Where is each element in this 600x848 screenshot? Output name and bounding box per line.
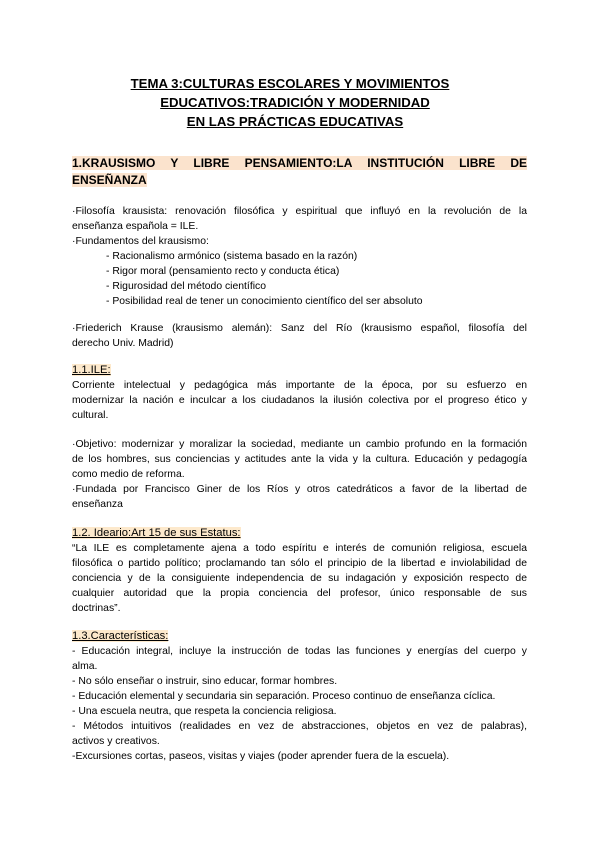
section-ile-heading: 1.1.ILE: [72, 364, 111, 376]
fundamentos-label: ·Fundamentos del krausismo: [72, 236, 209, 247]
section-ideario-heading: 1.2. Ideario:Art 15 de sus Estatus: [72, 527, 241, 539]
section-ile [72, 362, 527, 423]
ile-line-3: cultural. [72, 410, 109, 421]
krause-line-1: ·Friederich Krause (krausismo alemán): Sanz del Río (krausismo español, filosofía del [72, 323, 527, 334]
ideario-line: filosófica o partido político; proclamando tan sólo el principio de la libertad e inviolabilidad de [72, 558, 527, 569]
section-caracteristicas-heading: 1.3.Características: [72, 630, 169, 642]
fundamento-item: - Posibilidad real de tener un conocimiento científico del ser absoluto [106, 296, 423, 307]
fundada-line-2: enseñanza [72, 499, 123, 510]
krause-paragraph [72, 321, 527, 351]
caracteristica-item: - Una escuela neutra, que respeta la conciencia religiosa. [72, 706, 337, 717]
objetivo-line-3: como medio de reforma. [72, 469, 185, 480]
document-title [0, 74, 600, 131]
caracteristica-item: - No sólo enseñar o instruir, sino educar, formar hombres. [72, 676, 338, 687]
fundamento-item: - Rigor moral (pensamiento recto y conducta ética) [106, 266, 340, 277]
section-ideario [72, 525, 527, 616]
krause-line-2: derecho Univ. Madrid) [72, 338, 174, 349]
fundamento-item: - Rigurosidad del método científico [106, 281, 266, 292]
caracteristica-item: -Excursiones cortas, paseos, visitas y viajes (poder aprender fuera de la escuela). [72, 751, 450, 762]
caracteristica-item: - Educación elemental y secundaria sin separación. Proceso continuo de enseñanza cíclica. [72, 691, 496, 702]
title-line-1: TEMA 3:CULTURAS ESCOLARES Y MOVIMIENTOS [130, 76, 450, 91]
filosofia-line-2: enseñanza española = ILE. [72, 221, 199, 232]
title-line-3: EN LAS PRÁCTICAS EDUCATIVAS [186, 114, 404, 129]
caracteristica-item: - Métodos intuitivos (realidades en vez de abstracciones, objetos en vez de palabras), [72, 721, 527, 732]
caracteristica-item-cont: activos y creativos. [72, 736, 160, 747]
section-1-heading [72, 155, 527, 189]
ile-line-1: Corriente intelectual y pedagógica más importante de la época, por su esfuerzo en [72, 380, 527, 391]
section-caracteristicas [72, 628, 527, 764]
caracteristica-item: - Educación integral, incluye la instrucción de todas las funciones y energías del cuerpo y [72, 646, 527, 657]
fundada-line-1: ·Fundada por Francisco Giner de los Ríos y otros catedráticos a favor de la libertad de [72, 484, 527, 495]
objetivo-paragraph [72, 437, 527, 512]
ideario-line: “La ILE es completamente ajena a todo espíritu e interés de comunión religiosa, escuela [72, 543, 527, 554]
filosofia-line-1: ·Filosofía krausista: renovación filosófica y espiritual que influyó en la revolución de la [72, 206, 527, 217]
objetivo-line-1: ·Objetivo: modernizar y moralizar la sociedad, mediante un cambio profundo en la formación [72, 439, 527, 450]
title-line-2: EDUCATIVOS:TRADICIÓN Y MODERNIDAD [160, 95, 430, 110]
fundamento-item: - Racionalismo armónico (sistema basado en la razón) [106, 251, 358, 262]
section-1-heading-line-1: 1.KRAUSISMO Y LIBRE PENSAMIENTO:LA INSTITUCIÓN LIBRE DE [72, 156, 527, 170]
caracteristica-item-cont: alma. [72, 661, 98, 672]
ideario-line: doctrinas”. [72, 603, 121, 614]
filosofia-paragraph [72, 204, 527, 309]
objetivo-line-2: de los hombres, sus conciencias y actitudes ante la vida y la cultura. Educación y pedagogía [72, 454, 527, 465]
ideario-line: cualquier autoridad que la propia conciencia del profesor, único responsable de sus [72, 588, 527, 599]
ile-line-2: modernizar la nación e inculcar a los ciudadanos la ilusión colectiva por el progreso ético y [72, 395, 527, 406]
ideario-line: conciencia y de la consiguiente independencia de su indagación y exposición respecto de [72, 573, 527, 584]
section-1-heading-line-2: ENSEÑANZA [72, 173, 147, 187]
